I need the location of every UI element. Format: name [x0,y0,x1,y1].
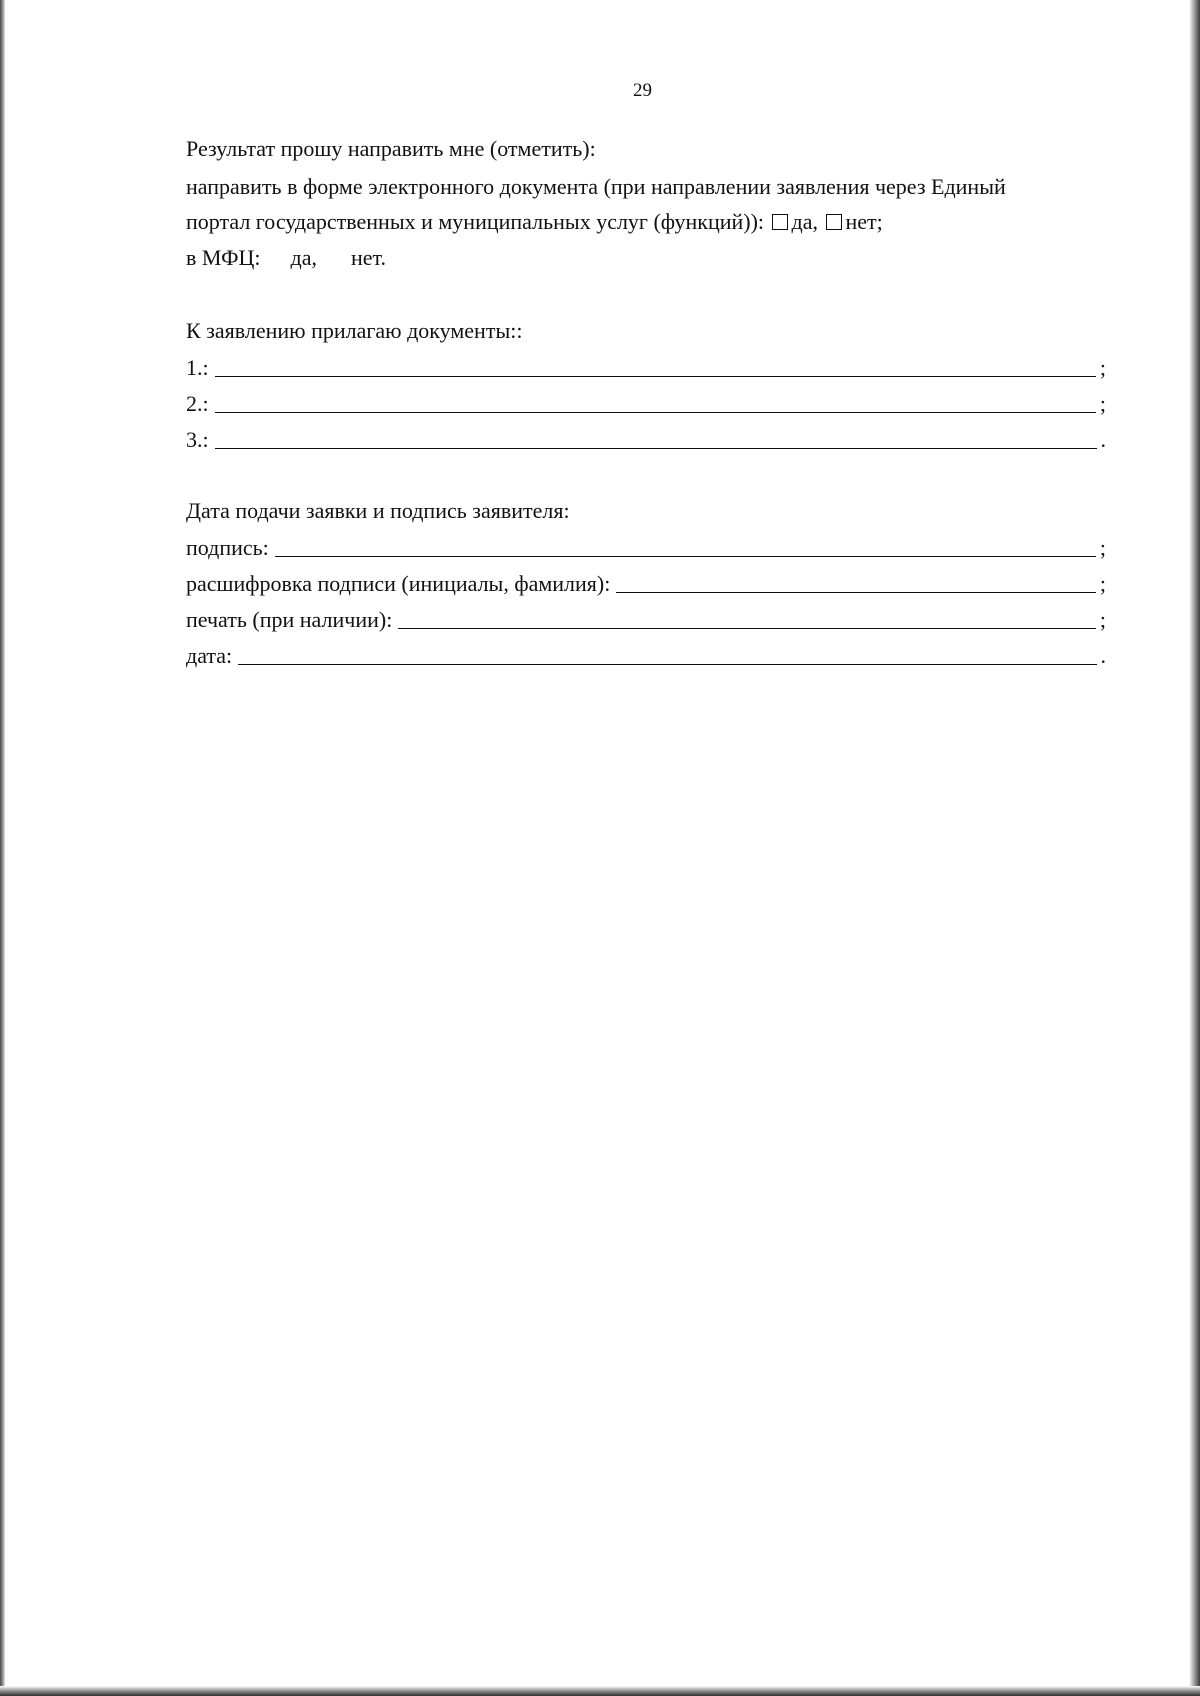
date-end: . [1100,643,1106,668]
scan-edge-left [0,0,5,1696]
attachment-end-1: ; [1099,355,1106,380]
option-no-label: нет; [845,209,883,234]
date-label: дата: [186,643,233,668]
attachment-label-2: 2.: [186,391,209,416]
signature-decoding-end: ; [1099,571,1106,596]
attachment-field-3 [186,426,1106,454]
attachment-input-1[interactable] [215,356,1096,377]
option-yes-label: да, [791,209,819,234]
stamp-field [186,606,1106,634]
mfc-yes-label: да, [290,245,318,270]
date-field [186,642,1106,670]
result-heading: Результат прошу направить мне (отметить): [186,136,596,161]
checkbox-electronic-no[interactable] [826,214,842,230]
signature-label: подпись: [186,535,269,560]
attachment-end-3: . [1100,427,1106,452]
signature-end: ; [1099,535,1106,560]
electronic-line-2-text: портал государственных и муниципальных услуг (функций)): [186,209,765,234]
mfc-no-label: нет. [351,245,387,270]
signature-decoding-field [186,570,1106,598]
electronic-line-1: направить в форме электронного документа (при направлении заявления через Единый [186,174,1006,199]
mfc-label: в МФЦ: [186,245,261,270]
stamp-input[interactable] [398,608,1096,629]
checkbox-electronic-yes[interactable] [772,214,788,230]
attachment-label-3: 3.: [186,427,209,452]
signature-field [186,534,1106,562]
attachment-field-1 [186,354,1106,382]
attachment-input-3[interactable] [215,428,1097,449]
signature-heading: Дата подачи заявки и подпись заявителя: [186,498,570,523]
signature-decoding-input[interactable] [616,572,1096,593]
attachment-input-2[interactable] [215,392,1096,413]
date-input[interactable] [238,644,1096,665]
scan-edge-bottom [0,1686,1200,1696]
signature-input[interactable] [275,536,1096,557]
attachments-heading: К заявлению прилагаю документы:: [186,318,523,343]
attachment-field-2 [186,390,1106,418]
stamp-end: ; [1099,607,1106,632]
scan-edge-right [1189,0,1200,1696]
stamp-label: печать (при наличии): [186,607,393,632]
attachment-end-2: ; [1099,391,1106,416]
page-number: 29 [633,80,652,101]
mfc-line [186,244,386,272]
attachment-label-1: 1.: [186,355,209,380]
signature-decoding-label: расшифровка подписи (инициалы, фамилия): [186,571,611,596]
electronic-line-2 [186,208,883,236]
